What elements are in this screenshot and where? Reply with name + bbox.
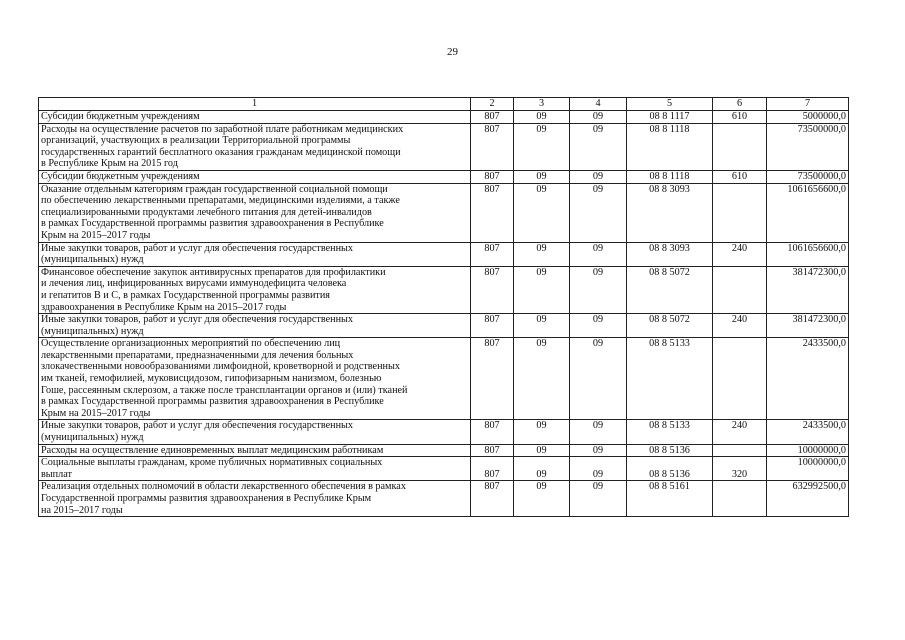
table-row bbox=[39, 457, 849, 481]
row-code-subsection: 09 bbox=[570, 111, 627, 124]
row-amount: 73500000,0 bbox=[767, 123, 849, 170]
table-row bbox=[39, 183, 849, 242]
description-line: (муниципальных) нужд bbox=[41, 254, 144, 266]
table-body bbox=[39, 111, 849, 517]
row-description bbox=[39, 481, 471, 517]
row-amount: 1061656600,0 bbox=[767, 242, 849, 266]
row-code-ministry: 807 bbox=[471, 420, 514, 444]
description-line: Реализация отдельных полномочий в области лекарственного обеспечения в рамках bbox=[41, 481, 406, 493]
row-code-target-article: 08 8 5072 bbox=[627, 266, 713, 313]
row-description bbox=[39, 170, 471, 183]
row-amount: 73500000,0 bbox=[767, 170, 849, 183]
row-amount: 381472300,0 bbox=[767, 266, 849, 313]
description-line: специализированными продуктами лечебного питания для детей-инвалидов bbox=[41, 206, 372, 218]
row-amount: 10000000,0 bbox=[767, 444, 849, 457]
description-line: Осуществление организационных мероприятий по обеспечению лиц bbox=[41, 338, 341, 350]
description-line: им тканей, гемофилией, муковисцидозом, гипофизарным нанизмом, болезнью bbox=[41, 373, 382, 385]
description-line: Государственной программы развития здравоохранения в Республике Крым bbox=[41, 493, 372, 504]
row-code-subsection: 09 bbox=[570, 266, 627, 313]
row-description bbox=[39, 457, 471, 481]
row-code-section: 09 bbox=[514, 170, 570, 183]
table-row bbox=[39, 242, 849, 266]
row-code-ministry: 807 bbox=[471, 338, 514, 420]
row-code-section: 09 bbox=[514, 420, 570, 444]
row-code-expense-type bbox=[713, 444, 767, 457]
row-code-ministry: 807 bbox=[471, 111, 514, 124]
row-code-target-article: 08 8 3093 bbox=[627, 183, 713, 242]
row-description bbox=[39, 183, 471, 242]
row-code-target-article: 08 8 1117 bbox=[627, 111, 713, 124]
row-code-ministry: 807 bbox=[471, 314, 514, 338]
column-header-5: 5 bbox=[627, 98, 713, 111]
row-code-ministry: 807 bbox=[471, 242, 514, 266]
description-line: Иные закупки товаров, работ и услуг для обеспечения государственных bbox=[41, 314, 353, 326]
row-code-section: 09 bbox=[514, 266, 570, 313]
description-line: Расходы на осуществление единовременных выплат медицинским работникам bbox=[41, 444, 384, 456]
row-code-target-article: 08 8 5133 bbox=[627, 420, 713, 444]
row-code-expense-type bbox=[713, 481, 767, 517]
description-line: выплат bbox=[41, 468, 72, 480]
column-header-4: 4 bbox=[570, 98, 627, 111]
row-amount: 5000000,0 bbox=[767, 111, 849, 124]
header-row bbox=[39, 98, 849, 111]
description-line: и лечения лиц, инфицированных вирусами иммунодефицита человека bbox=[41, 278, 347, 290]
description-line: и гепатитов В и С, в рамках Государственной программы развития bbox=[41, 289, 330, 301]
row-code-expense-type bbox=[713, 123, 767, 170]
row-code-expense-type: 610 bbox=[713, 111, 767, 124]
row-code-section: 09 bbox=[514, 123, 570, 170]
row-code-target-article: 08 8 5133 bbox=[627, 338, 713, 420]
table-row bbox=[39, 111, 849, 124]
row-code-section: 09 bbox=[514, 111, 570, 124]
table-row bbox=[39, 444, 849, 457]
row-code-ministry: 807 bbox=[471, 123, 514, 170]
table-row bbox=[39, 123, 849, 170]
description-line: организаций, участвующих в реализации Территориальной программы bbox=[41, 135, 351, 147]
row-code-ministry: 807 bbox=[471, 183, 514, 242]
row-code-section: 09 bbox=[514, 242, 570, 266]
description-line: в рамках Государственной программы развития здравоохранения в Республике bbox=[41, 218, 384, 230]
row-code-expense-type bbox=[713, 266, 767, 313]
description-line: (муниципальных) нужд bbox=[41, 432, 144, 444]
row-code-target-article: 08 8 1118 bbox=[627, 170, 713, 183]
row-code-target-article: 08 8 3093 bbox=[627, 242, 713, 266]
table-row bbox=[39, 170, 849, 183]
row-code-section: 09 bbox=[514, 183, 570, 242]
row-code-target-article: 08 8 1118 bbox=[627, 123, 713, 170]
description-line: Иные закупки товаров, работ и услуг для обеспечения государственных bbox=[41, 242, 353, 254]
row-code-subsection: 09 bbox=[570, 183, 627, 242]
column-header-7: 7 bbox=[767, 98, 849, 111]
row-code-ministry: 807 bbox=[471, 266, 514, 313]
table-row bbox=[39, 266, 849, 313]
row-code-expense-type bbox=[713, 338, 767, 420]
row-description bbox=[39, 242, 471, 266]
row-amount: 2433500,0 bbox=[767, 420, 849, 444]
row-code-target-article: 08 8 5161 bbox=[627, 481, 713, 517]
row-code-subsection: 09 bbox=[570, 242, 627, 266]
row-description bbox=[39, 314, 471, 338]
row-description bbox=[39, 338, 471, 420]
row-description bbox=[39, 123, 471, 170]
description-line: Субсидии бюджетным учреждениям bbox=[41, 170, 200, 182]
description-line: в рамках Государственной программы развития здравоохранения в Республике bbox=[41, 396, 384, 408]
row-amount: 381472300,0 bbox=[767, 314, 849, 338]
row-amount: 2433500,0 bbox=[767, 338, 849, 420]
description-line: (муниципальных) нужд bbox=[41, 325, 144, 337]
row-code-subsection: 09 bbox=[570, 444, 627, 457]
row-code-section: 09 bbox=[514, 444, 570, 457]
description-line: Крым на 2015–2017 годы bbox=[41, 229, 151, 241]
description-line: государственных гарантий бесплатного оказания гражданам медицинской помощи bbox=[41, 146, 401, 158]
description-line: Субсидии бюджетным учреждениям bbox=[41, 111, 200, 122]
row-code-expense-type: 610 bbox=[713, 170, 767, 183]
description-line: здравоохранения в Республике Крым на 2015–2017 годы bbox=[41, 301, 287, 313]
description-line: на 2015–2017 годы bbox=[41, 504, 123, 516]
row-code-section: 09 bbox=[514, 338, 570, 420]
row-code-ministry: 807 bbox=[471, 170, 514, 183]
row-code-target-article: 08 8 5136 bbox=[627, 444, 713, 457]
row-code-subsection: 09 bbox=[570, 420, 627, 444]
row-code-expense-type: 320 bbox=[713, 457, 767, 481]
row-code-subsection: 09 bbox=[570, 123, 627, 170]
description-line: лекарственными препаратами, предназначенными для лечения больных bbox=[41, 349, 354, 361]
description-line: Крым на 2015–2017 годы bbox=[41, 407, 151, 419]
row-amount: 632992500,0 bbox=[767, 481, 849, 517]
description-line: Иные закупки товаров, работ и услуг для обеспечения государственных bbox=[41, 420, 353, 432]
table-row bbox=[39, 481, 849, 517]
row-description bbox=[39, 420, 471, 444]
row-code-ministry: 807 bbox=[471, 481, 514, 517]
description-line: Социальные выплаты гражданам, кроме публичных нормативных социальных bbox=[41, 457, 383, 469]
row-amount: 10000000,0 bbox=[767, 457, 849, 481]
row-code-section: 09 bbox=[514, 457, 570, 481]
column-header-2: 2 bbox=[471, 98, 514, 111]
column-header-3: 3 bbox=[514, 98, 570, 111]
row-code-subsection: 09 bbox=[570, 314, 627, 338]
description-line: по обеспечению лекарственными препаратами, медицинскими изделиями, а также bbox=[41, 195, 400, 207]
description-line: Гоше, рассеянным склерозом, а также после трансплантации органов и (или) тканей bbox=[41, 384, 408, 396]
page-number: 29 bbox=[447, 46, 458, 58]
row-code-subsection: 09 bbox=[570, 457, 627, 481]
description-line: Финансовое обеспечение закупок антивирусных препаратов для профилактики bbox=[41, 266, 386, 278]
row-description bbox=[39, 266, 471, 313]
row-code-expense-type: 240 bbox=[713, 314, 767, 338]
table-row bbox=[39, 420, 849, 444]
description-line: Расходы на осуществление расчетов по заработной плате работникам медицинских bbox=[41, 123, 404, 135]
row-code-section: 09 bbox=[514, 314, 570, 338]
column-header-6: 6 bbox=[713, 98, 767, 111]
row-code-target-article: 08 8 5072 bbox=[627, 314, 713, 338]
row-description bbox=[39, 111, 471, 124]
row-code-subsection: 09 bbox=[570, 481, 627, 517]
description-line: Оказание отдельным категориям граждан государственной социальной помощи bbox=[41, 183, 388, 195]
row-code-ministry: 807 bbox=[471, 444, 514, 457]
table-row bbox=[39, 314, 849, 338]
row-code-section: 09 bbox=[514, 481, 570, 517]
row-code-target-article: 08 8 5136 bbox=[627, 457, 713, 481]
row-code-subsection: 09 bbox=[570, 170, 627, 183]
column-header-1: 1 bbox=[39, 98, 471, 111]
row-amount: 1061656600,0 bbox=[767, 183, 849, 242]
description-line: злокачественными новообразованиями лимфоидной, кроветворной и родственных bbox=[41, 361, 400, 373]
description-line: в Республике Крым на 2015 год bbox=[41, 158, 178, 170]
row-code-subsection: 09 bbox=[570, 338, 627, 420]
row-description bbox=[39, 444, 471, 457]
row-code-expense-type: 240 bbox=[713, 242, 767, 266]
table-row bbox=[39, 338, 849, 420]
row-code-expense-type bbox=[713, 183, 767, 242]
budget-table bbox=[38, 97, 849, 517]
row-code-expense-type: 240 bbox=[713, 420, 767, 444]
row-code-ministry: 807 bbox=[471, 457, 514, 481]
